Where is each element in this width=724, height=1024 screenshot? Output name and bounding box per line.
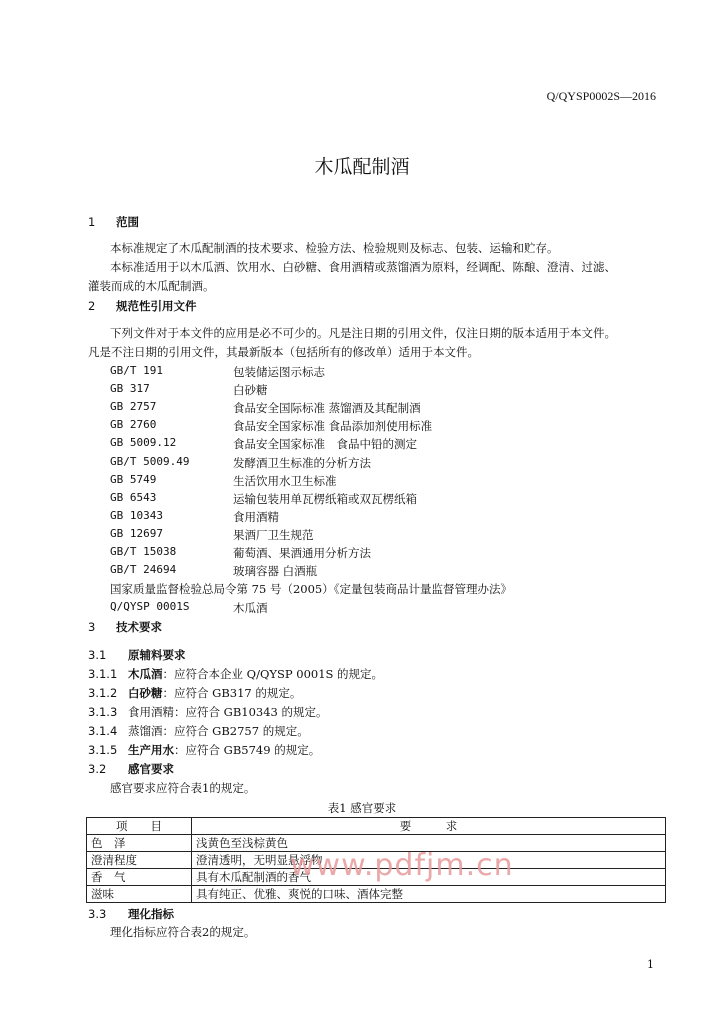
requirement-item	[88, 666, 383, 682]
section-1-paragraph-2-cont: 灌装而成的木瓜配制酒。	[88, 279, 215, 293]
reference-title: 发酵酒卫生标准的分析方法	[233, 455, 371, 470]
section-number: 3.1	[88, 648, 107, 662]
reference-title: 包装储运图示标志	[233, 365, 325, 379]
table-cell: 滋味	[87, 886, 192, 903]
item-text: ：应符合 GB317 的规定。	[162, 686, 302, 700]
table-cell: 香 气	[87, 869, 192, 886]
table-cell: 具有纯正、优雅、爽悦的口味、酒体完整	[192, 886, 666, 903]
reference-code: GB/T 24694	[110, 563, 177, 577]
reference-title: 食品安全国家标准 食品中铅的测定	[233, 437, 417, 452]
reference-code: GB 6543	[110, 490, 157, 504]
reference-title: 食用酒精	[233, 509, 279, 524]
item-text: ：应符合 GB10343 的规定。	[174, 705, 328, 719]
requirement-item	[88, 723, 309, 739]
item-name: 食用酒精	[128, 705, 174, 719]
item-number: 3.1.1	[88, 667, 118, 681]
table-cell: 澄清程度	[87, 852, 192, 869]
reference-code: GB 5009.12	[110, 436, 177, 450]
document-title: 木瓜配制酒	[314, 156, 410, 178]
item-number: 3.1.5	[88, 743, 118, 757]
section-number: 1	[88, 215, 96, 229]
page-number: 1	[647, 958, 654, 971]
section-2-heading	[88, 298, 197, 314]
reference-title: 葡萄酒、果酒通用分析方法	[233, 546, 371, 560]
item-number: 3.1.4	[88, 724, 118, 738]
table-cell: 澄清透明，无明显悬浮物	[192, 852, 666, 869]
section-2-paragraph: 下列文件对于本文件的应用是必不可少的。凡是注日期的引用文件，仅注日期的版本适用于本文件。	[110, 326, 616, 340]
item-name: 白砂糖	[128, 686, 163, 700]
reference-title: 食品安全国家标准 食品添加剂使用标准	[233, 419, 433, 434]
requirement-item	[88, 742, 320, 758]
requirement-item	[88, 685, 301, 701]
section-number: 3	[88, 620, 96, 634]
section-1-paragraph-2: 本标准适用于以木瓜酒、饮用水、白砂糖、食用酒精或蒸馏酒为原料，经调配、陈酿、澄清、过滤、	[110, 260, 616, 274]
document-code: Q/QYSP0002S—2016	[546, 89, 656, 103]
table-row	[87, 886, 666, 903]
item-text: ：应符合 GB5749 的规定。	[174, 743, 321, 757]
item-name: 生产用水	[128, 743, 174, 757]
item-name: 蒸馏酒	[128, 724, 163, 738]
reference-code: GB 12697	[110, 526, 163, 540]
section-title: 规范性引用文件	[116, 299, 197, 313]
section-title: 理化指标	[128, 907, 174, 921]
section-3-3-heading	[88, 906, 174, 922]
reference-code: GB 5749	[110, 472, 157, 486]
item-number: 3.1.3	[88, 705, 118, 719]
section-3-3-intro: 理化指标应符合表2的规定。	[110, 925, 256, 939]
table-cell: 具有木瓜配制酒的香气	[192, 869, 666, 886]
section-2-paragraph-cont: 凡是不注日期的引用文件，其最新版本（包括所有的修改单）适用于本文件。	[88, 345, 479, 359]
requirement-item	[88, 704, 328, 720]
header-cell-item: 项 目	[87, 818, 192, 835]
reference-code: Q/QYSP 0001S	[110, 600, 190, 613]
reference-code: GB/T 15038	[110, 545, 177, 558]
watermark: www.pdfjm.cn	[290, 848, 514, 883]
reference-title: 木瓜酒	[233, 601, 268, 615]
section-3-2-heading	[88, 761, 174, 777]
item-text: ：应符合 GB2757 的规定。	[162, 724, 309, 738]
reference-title: 运输包装用单瓦楞纸箱或双瓦楞纸箱	[233, 491, 417, 506]
reference-title: 生活饮用水卫生标准	[233, 473, 337, 488]
reference-code: GB 10343	[110, 508, 163, 522]
section-number: 3.3	[88, 907, 107, 921]
reference-code: GB 2757	[110, 400, 157, 414]
section-3-2-intro: 感官要求应符合表1的规定。	[110, 781, 256, 795]
reference-code: GB 2760	[110, 418, 157, 432]
decree-reference: 国家质量监督检验总局令第 75 号（2005）《定量包装商品计量监督管理办法》	[110, 582, 512, 596]
item-name: 木瓜酒	[128, 667, 163, 681]
table-cell: 色 泽	[87, 835, 192, 852]
section-3-1-heading	[88, 647, 186, 663]
header-cell-requirement: 要 求	[192, 818, 666, 835]
section-title: 感官要求	[128, 762, 174, 776]
section-title: 范围	[116, 215, 139, 229]
reference-code: GB 317	[110, 382, 150, 396]
section-title: 技术要求	[116, 620, 162, 634]
reference-title: 食品安全国际标准 蒸馏酒及其配制酒	[233, 401, 421, 416]
table-1-caption: 表1 感官要求	[327, 801, 397, 815]
section-1-paragraph-1: 本标准规定了木瓜配制酒的技术要求、检验方法、检验规则及标志、包装、运输和贮存。	[110, 241, 559, 255]
section-title: 原辅料要求	[128, 648, 186, 662]
reference-code: GB/T 5009.49	[110, 454, 190, 468]
table-cell: 浅黄色至浅棕黄色	[192, 835, 666, 852]
section-3-heading	[88, 619, 162, 635]
section-number: 3.2	[88, 762, 107, 776]
reference-title: 玻璃容器 白酒瓶	[233, 564, 318, 579]
reference-title: 白砂糖	[233, 383, 268, 398]
reference-code: GB/T 191	[110, 364, 163, 377]
reference-title: 果酒厂卫生规范	[233, 527, 314, 542]
section-1-heading	[88, 214, 139, 230]
table-header-row	[87, 818, 666, 835]
item-text: ：应符合本企业 Q/QYSP 0001S 的规定。	[162, 667, 384, 681]
section-number: 2	[88, 299, 96, 313]
item-number: 3.1.2	[88, 686, 118, 700]
